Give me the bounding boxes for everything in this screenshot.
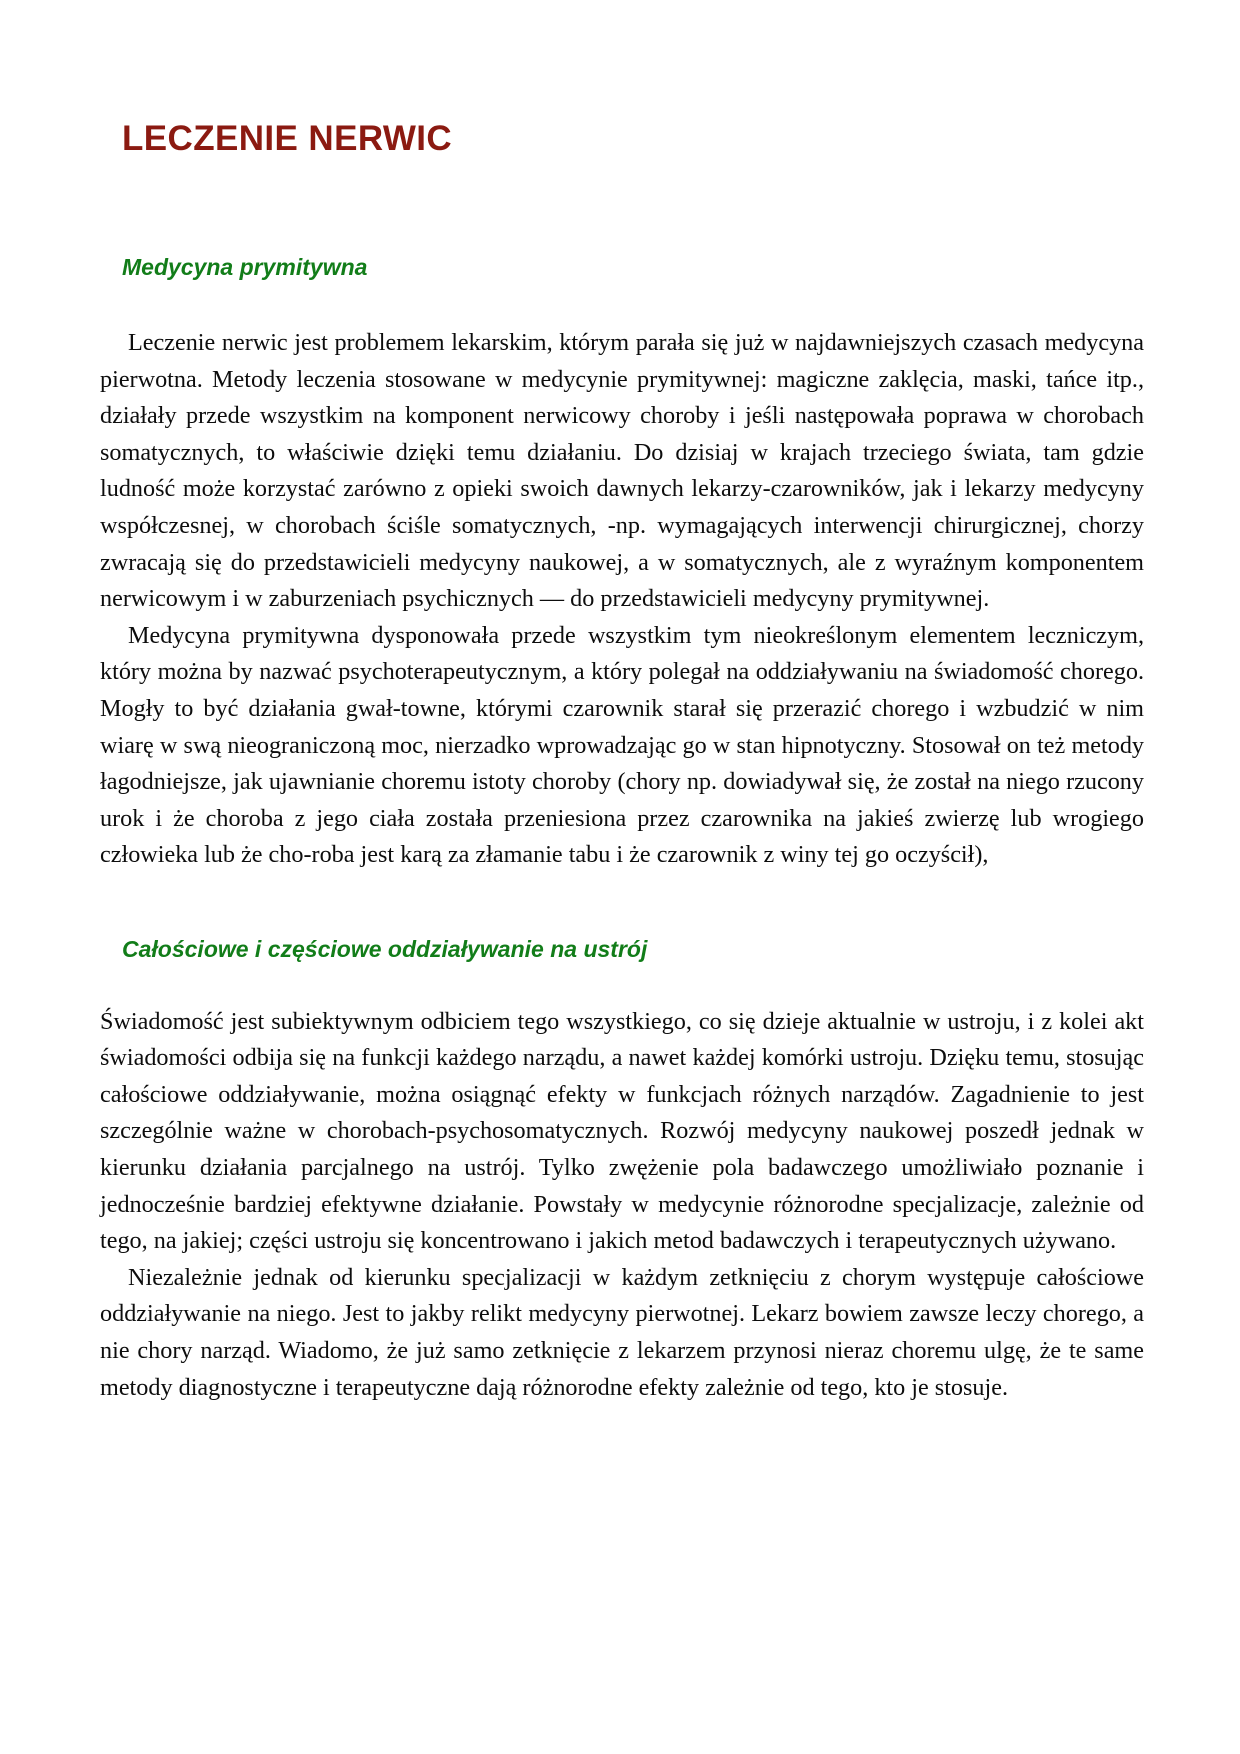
paragraph: Niezależnie jednak od kierunku specjalizacji w każdym zetknięciu z chorym występuje całościowe oddziaływanie na niego. Jest to jakby relikt medycyny pierwotnej. Lekarz bowiem zawsze leczy chorego, a nie chory narząd. Wiadomo, że już samo zetknięcie z lekarzem przynosi nieraz choremu ulgę, że te same metody diagnostyczne i terapeutyczne dają różnorodne efekty zależnie od tego, kto je stosuje. [100,1263,1144,1401]
page-title: LECZENIE NERWIC [122,119,453,158]
section-body-1 [100,325,1144,874]
section-heading-medycyna-prymitywna: Medycyna prymitywna [122,253,368,280]
spacer-title-to-heading-1 [100,159,1144,254]
spacer-heading-2-to-body [100,964,1144,1004]
section-heading-calosciowe-i-czesciowe-oddzialywanie-na-ustroj: Całościowe i częściowe oddziaływanie na ustrój [122,936,648,962]
spacer-body-to-heading-2 [100,874,1144,936]
paragraph: Leczenie nerwic jest problemem lekarskim, którym parała się już w najdawniejszych czasach medycyna pierwotna. Metody leczenia stosowane w medycynie prymitywnej: magiczne zaklęcia, maski, tańce itp., działały przede wszystkim na komponent nerwicowy choroby i jeśli następowała poprawa w chorobach somatycznych, to właściwie dzięki temu działaniu. Do dzisiaj w krajach trzeciego świata, tam gdzie ludność może korzystać zarówno z opieki swoich dawnych lekarzy-czarowników, jak i lekarzy medycyny współczesnej, w chorobach ściśle somatycznych, -np. wymagających interwencji chirurgicznej, chorzy zwracają się do przedstawicieli medycyny naukowej, a w somatycznych, ale z wyraźnym komponentem nerwicowym i w zaburzeniach psychicznych — do przedstawicieli medycyny prymitywnej. [100,329,1144,613]
section-body-2 [100,1004,1144,1407]
spacer-heading-1-to-body [100,281,1144,325]
paragraph: Medycyna prymitywna dysponowała przede wszystkim tym nieokreślonym elementem leczniczym, który można by nazwać psychoterapeutycznym, a który polegał na oddziaływaniu na świadomość chorego. Mogły to być działania gwał-towne, którymi czarownik starał się przerazić chorego i wzbudzić w nim wiarę w swą nieograniczoną moc, nierzadko wprowadzając go w stan hipnotyczny. Stosował on też metody łagodniejsze, jak ujawnianie choremu istoty choroby (chory np. dowiadywał się, że został na niego rzucony urok i że choroba z jego ciała została przeniesiona przez czarownika na jakieś zwierzę lub wrogiego człowieka lub że cho-roba jest karą za złamanie tabu i że czarownik z winy tej go oczyścił), [100,621,1144,869]
paragraph: Świadomość jest subiektywnym odbiciem tego wszystkiego, co się dzieje aktualnie w ustroju, i z kolei akt świadomości odbija się na funkcji każdego narządu, a nawet każdej komórki ustroju. Dzięku temu, stosując całościowe oddziaływanie, można osiągnąć efekty w funkcjach różnych narządów. Zagadnienie to jest szczególnie ważne w chorobach-psychosomatycznych. Rozwój medycyny naukowej poszedł jednak w kierunku działania parcjalnego na ustrój. Tylko zwężenie pola badawczego umożliwiało poznanie i jednocześnie bardziej efektywne działanie. Powstały w medycynie różnorodne specjalizacje, zależnie od tego, na jakiej; części ustroju się koncentrowano i jakich metod badawczych i terapeutycznych używano. [100,1007,1144,1255]
